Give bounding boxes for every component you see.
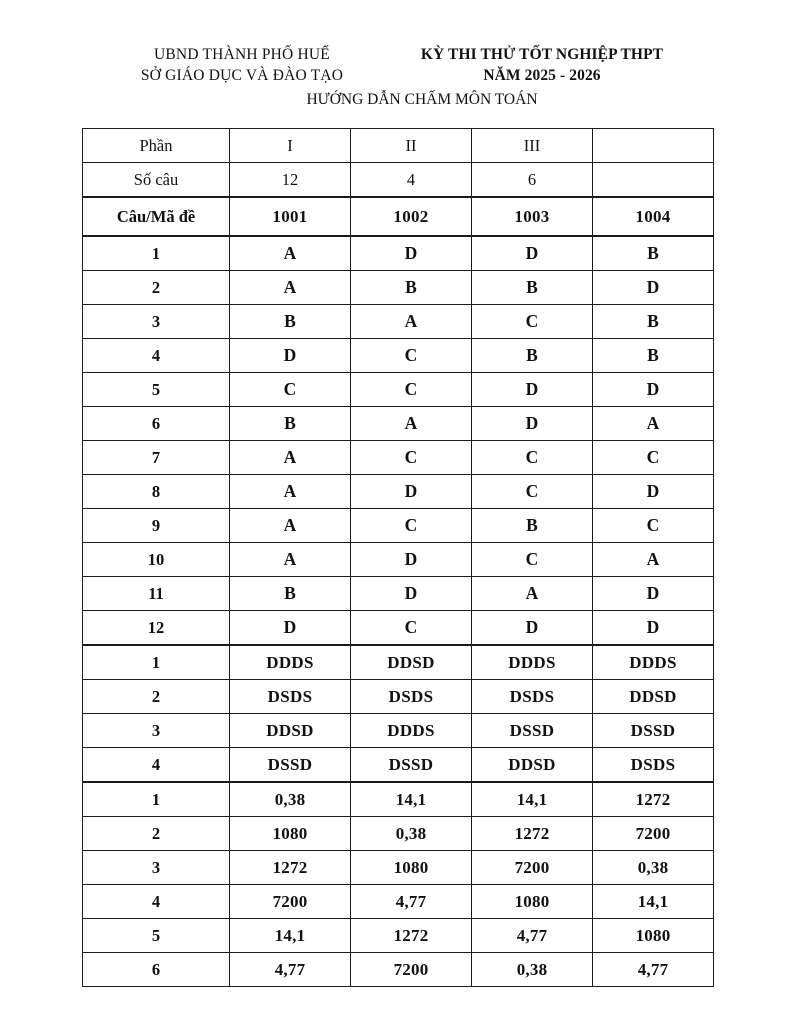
- answer-cell: [351, 680, 472, 714]
- answer-cell: [593, 953, 714, 987]
- answer-cell: [351, 271, 472, 305]
- question-number-label: 2: [151, 823, 161, 843]
- answer-value: DSDS: [267, 686, 313, 706]
- answer-value: 1272: [635, 789, 671, 809]
- exam-code-1004: [593, 197, 714, 236]
- answer-value: D: [646, 583, 660, 603]
- answer-value: D: [404, 583, 418, 603]
- answer-value: B: [284, 311, 296, 331]
- answer-cell: [230, 236, 351, 271]
- question-number-label: 7: [151, 447, 161, 467]
- answer-value: 7200: [635, 823, 671, 843]
- answer-value: B: [284, 413, 296, 433]
- answer-cell: [472, 885, 593, 919]
- part-label: Phần: [139, 135, 173, 155]
- answer-cell: [472, 475, 593, 509]
- answer-value: D: [404, 481, 418, 501]
- answer-cell: [351, 441, 472, 475]
- answer-cell: [230, 509, 351, 543]
- question-number-label: 4: [151, 754, 161, 774]
- answer-value: C: [525, 311, 539, 331]
- question-count-value-1: 12: [281, 169, 299, 189]
- table-row-question-count: [83, 163, 714, 198]
- answer-cell: [351, 851, 472, 885]
- answer-value: DDDS: [266, 652, 314, 672]
- answer-value: D: [646, 277, 660, 297]
- question-count-value-2: 4: [406, 169, 416, 189]
- answer-value: B: [647, 345, 659, 365]
- question-number-label: 5: [151, 379, 161, 399]
- answer-value: DSSD: [388, 754, 434, 774]
- answer-cell: [351, 953, 472, 987]
- answer-cell: [230, 577, 351, 611]
- answer-cell: [593, 748, 714, 783]
- question-number: [83, 441, 230, 475]
- answer-value: DDSD: [387, 652, 435, 672]
- question-count-1: [230, 163, 351, 198]
- answer-cell: [230, 782, 351, 817]
- answer-value: DDSD: [629, 686, 677, 706]
- table-row: [83, 851, 714, 885]
- exam-title-line-2: NĂM 2025 - 2026: [483, 67, 601, 84]
- answer-cell: [593, 782, 714, 817]
- question-number-label: 3: [151, 720, 161, 740]
- answer-value: DDDS: [387, 720, 435, 740]
- question-number: [83, 407, 230, 441]
- answer-value: C: [646, 447, 660, 467]
- answer-cell: [472, 953, 593, 987]
- answer-value: 14,1: [395, 789, 427, 809]
- answer-value: 7200: [272, 891, 308, 911]
- question-number: [83, 885, 230, 919]
- answer-value: C: [525, 481, 539, 501]
- answer-value: A: [646, 549, 660, 569]
- exam-title-block: [392, 44, 692, 86]
- answer-value: C: [283, 379, 297, 399]
- table-row: [83, 305, 714, 339]
- answer-cell: [593, 441, 714, 475]
- question-number: [83, 339, 230, 373]
- table-row: [83, 407, 714, 441]
- answer-value: B: [284, 583, 296, 603]
- answer-value: A: [283, 277, 297, 297]
- answer-value: A: [525, 583, 539, 603]
- answer-cell: [351, 305, 472, 339]
- row-header-question-count: [83, 163, 230, 198]
- answer-value: DSDS: [509, 686, 555, 706]
- answer-value: B: [526, 277, 538, 297]
- question-number: [83, 953, 230, 987]
- answer-cell: [472, 577, 593, 611]
- question-number-label: 4: [151, 891, 161, 911]
- answer-value: D: [525, 379, 539, 399]
- answer-cell: [593, 611, 714, 646]
- answer-cell: [593, 475, 714, 509]
- exam-code-value-3: 1003: [514, 206, 550, 226]
- answer-cell: [472, 509, 593, 543]
- answer-cell: [472, 611, 593, 646]
- question-number-label: 1: [151, 652, 161, 672]
- answer-cell: [351, 748, 472, 783]
- answer-cell: [593, 577, 714, 611]
- answer-value: D: [525, 243, 539, 263]
- answer-value: 4,77: [516, 925, 548, 945]
- document-subtitle: HƯỚNG DẪN CHẤM MÔN TOÁN: [306, 91, 538, 108]
- document-header: [0, 44, 792, 110]
- answer-cell: [472, 851, 593, 885]
- answer-value: 1080: [393, 857, 429, 877]
- question-number: [83, 919, 230, 953]
- answer-cell: [230, 953, 351, 987]
- answer-value: D: [283, 345, 297, 365]
- table-row: [83, 441, 714, 475]
- answer-cell: [230, 817, 351, 851]
- answer-cell: [351, 919, 472, 953]
- table-row: [83, 373, 714, 407]
- answer-value: A: [404, 413, 418, 433]
- table-row: [83, 339, 714, 373]
- answer-key-table-body: [83, 129, 714, 987]
- answer-value: C: [404, 617, 418, 637]
- answer-value: 1080: [272, 823, 308, 843]
- answer-cell: [593, 236, 714, 271]
- question-number-label: 8: [151, 481, 161, 501]
- answer-value: DSSD: [267, 754, 313, 774]
- issuing-authority-line-1: UBND THÀNH PHỐ HUẾ: [154, 46, 330, 63]
- part-roman-1: I: [287, 135, 293, 155]
- answer-cell: [230, 714, 351, 748]
- part-value-2: [351, 129, 472, 163]
- question-number-label: 3: [151, 311, 161, 331]
- exam-title-line-1: KỲ THI THỬ TỐT NGHIỆP THPT: [420, 46, 664, 63]
- answer-cell: [472, 236, 593, 271]
- answer-value: D: [525, 413, 539, 433]
- exam-code-label: Câu/Mã đề: [116, 206, 196, 226]
- answer-cell: [472, 748, 593, 783]
- answer-value: 14,1: [516, 789, 548, 809]
- answer-value: DSSD: [630, 720, 676, 740]
- table-row: [83, 475, 714, 509]
- question-number: [83, 817, 230, 851]
- answer-cell: [230, 748, 351, 783]
- header-top-row: [0, 44, 792, 86]
- answer-value: 0,38: [395, 823, 427, 843]
- part-roman-3: III: [523, 135, 541, 155]
- answer-cell: [230, 407, 351, 441]
- exam-code-1003: [472, 197, 593, 236]
- answer-value: 4,77: [637, 959, 669, 979]
- answer-cell: [472, 305, 593, 339]
- answer-value: D: [404, 549, 418, 569]
- answer-cell: [230, 645, 351, 680]
- question-count-3: [472, 163, 593, 198]
- question-number: [83, 543, 230, 577]
- answer-value: C: [404, 345, 418, 365]
- answer-cell: [593, 271, 714, 305]
- answer-value: B: [647, 311, 659, 331]
- answer-cell: [351, 509, 472, 543]
- answer-value: A: [283, 549, 297, 569]
- answer-cell: [593, 645, 714, 680]
- answer-cell: [230, 611, 351, 646]
- part-roman-2: II: [405, 135, 417, 155]
- question-count-value-3: 6: [527, 169, 537, 189]
- row-header-part: [83, 129, 230, 163]
- answer-value: C: [525, 447, 539, 467]
- answer-value: B: [647, 243, 659, 263]
- answer-value: DDDS: [508, 652, 556, 672]
- question-number: [83, 714, 230, 748]
- question-number: [83, 305, 230, 339]
- question-number: [83, 782, 230, 817]
- answer-cell: [593, 714, 714, 748]
- answer-value: A: [283, 481, 297, 501]
- table-row: [83, 645, 714, 680]
- answer-value: 14,1: [637, 891, 669, 911]
- question-number-label: 11: [148, 583, 164, 603]
- issuing-authority-block: [92, 44, 392, 86]
- answer-value: C: [525, 549, 539, 569]
- table-row: [83, 271, 714, 305]
- question-count-2: [351, 163, 472, 198]
- answer-cell: [230, 919, 351, 953]
- answer-cell: [351, 611, 472, 646]
- answer-cell: [472, 339, 593, 373]
- part-value-3: [472, 129, 593, 163]
- answer-cell: [351, 339, 472, 373]
- answer-cell: [351, 645, 472, 680]
- question-number: [83, 271, 230, 305]
- answer-cell: [593, 851, 714, 885]
- answer-value: 7200: [393, 959, 429, 979]
- answer-value: D: [283, 617, 297, 637]
- answer-cell: [230, 339, 351, 373]
- answer-value: D: [646, 481, 660, 501]
- answer-value: A: [283, 515, 297, 535]
- answer-value: 14,1: [274, 925, 306, 945]
- answer-cell: [351, 407, 472, 441]
- answer-value: DDSD: [508, 754, 556, 774]
- answer-cell: [230, 271, 351, 305]
- question-number: [83, 645, 230, 680]
- table-row: [83, 953, 714, 987]
- answer-cell: [593, 339, 714, 373]
- table-row: [83, 509, 714, 543]
- answer-cell: [593, 885, 714, 919]
- answer-cell: [472, 407, 593, 441]
- exam-code-value-4: 1004: [635, 206, 671, 226]
- question-number: [83, 475, 230, 509]
- answer-cell: [472, 817, 593, 851]
- answer-value: A: [646, 413, 660, 433]
- answer-value: B: [526, 515, 538, 535]
- answer-cell: [593, 407, 714, 441]
- question-count-empty: [593, 163, 714, 198]
- answer-value: D: [525, 617, 539, 637]
- answer-value: DSSD: [509, 720, 555, 740]
- table-row: [83, 817, 714, 851]
- answer-cell: [472, 919, 593, 953]
- answer-key-table: [82, 128, 714, 987]
- question-number: [83, 748, 230, 783]
- answer-cell: [230, 305, 351, 339]
- answer-value: D: [404, 243, 418, 263]
- answer-cell: [593, 817, 714, 851]
- answer-cell: [351, 475, 472, 509]
- question-number-label: 2: [151, 686, 161, 706]
- answer-value: 1272: [272, 857, 308, 877]
- answer-cell: [593, 509, 714, 543]
- answer-value: 4,77: [274, 959, 306, 979]
- answer-value: DSDS: [388, 686, 434, 706]
- answer-cell: [230, 441, 351, 475]
- table-row: [83, 919, 714, 953]
- answer-cell: [230, 373, 351, 407]
- answer-cell: [593, 305, 714, 339]
- answer-cell: [472, 714, 593, 748]
- answer-value: 0,38: [516, 959, 548, 979]
- table-row: [83, 236, 714, 271]
- issuing-authority-line-2: SỞ GIÁO DỤC VÀ ĐÀO TẠO: [140, 67, 344, 84]
- answer-cell: [472, 782, 593, 817]
- question-number-label: 3: [151, 857, 161, 877]
- question-number-label: 4: [151, 345, 161, 365]
- answer-value: C: [404, 379, 418, 399]
- question-number-label: 6: [151, 413, 161, 433]
- answer-cell: [351, 714, 472, 748]
- question-number: [83, 236, 230, 271]
- question-number: [83, 577, 230, 611]
- question-count-label: Số câu: [133, 169, 179, 189]
- table-row: [83, 680, 714, 714]
- answer-value: D: [646, 617, 660, 637]
- answer-cell: [230, 885, 351, 919]
- answer-value: 4,77: [395, 891, 427, 911]
- part-value-empty: [593, 129, 714, 163]
- answer-value: A: [404, 311, 418, 331]
- question-number: [83, 611, 230, 646]
- table-row: [83, 577, 714, 611]
- question-number-label: 1: [151, 789, 161, 809]
- question-number-label: 12: [147, 617, 165, 637]
- answer-value: C: [646, 515, 660, 535]
- question-number-label: 5: [151, 925, 161, 945]
- answer-cell: [593, 919, 714, 953]
- row-header-exam-code: [83, 197, 230, 236]
- table-row: [83, 748, 714, 783]
- table-row: [83, 714, 714, 748]
- answer-cell: [230, 475, 351, 509]
- answer-value: 1080: [514, 891, 550, 911]
- answer-cell: [472, 543, 593, 577]
- table-row-part: [83, 129, 714, 163]
- answer-value: 0,38: [274, 789, 306, 809]
- answer-cell: [351, 373, 472, 407]
- answer-cell: [472, 645, 593, 680]
- question-number-label: 10: [147, 549, 165, 569]
- table-row: [83, 782, 714, 817]
- question-number-label: 1: [151, 243, 161, 263]
- question-number-label: 2: [151, 277, 161, 297]
- answer-value: DDSD: [266, 720, 314, 740]
- answer-value: B: [526, 345, 538, 365]
- exam-code-value-1: 1001: [272, 206, 308, 226]
- answer-value: 7200: [514, 857, 550, 877]
- table-row: [83, 885, 714, 919]
- question-number: [83, 373, 230, 407]
- answer-value: C: [404, 447, 418, 467]
- answer-value: A: [283, 447, 297, 467]
- answer-cell: [593, 680, 714, 714]
- question-number: [83, 680, 230, 714]
- answer-cell: [351, 885, 472, 919]
- answer-cell: [230, 543, 351, 577]
- answer-cell: [230, 680, 351, 714]
- answer-cell: [351, 782, 472, 817]
- answer-value: A: [283, 243, 297, 263]
- answer-cell: [472, 271, 593, 305]
- answer-value: B: [405, 277, 417, 297]
- answer-cell: [593, 373, 714, 407]
- table-row: [83, 543, 714, 577]
- table-row: [83, 611, 714, 646]
- answer-cell: [472, 373, 593, 407]
- part-value-1: [230, 129, 351, 163]
- answer-value: DDDS: [629, 652, 677, 672]
- question-number-label: 6: [151, 959, 161, 979]
- answer-cell: [351, 543, 472, 577]
- answer-cell: [593, 543, 714, 577]
- answer-value: D: [646, 379, 660, 399]
- answer-value: DSDS: [630, 754, 676, 774]
- answer-value: 1272: [514, 823, 550, 843]
- table-row-exam-code-header: [83, 197, 714, 236]
- answer-value: C: [404, 515, 418, 535]
- exam-code-value-2: 1002: [393, 206, 429, 226]
- answer-key-table-container: [82, 128, 714, 987]
- answer-value: 0,38: [637, 857, 669, 877]
- answer-cell: [351, 577, 472, 611]
- answer-value: 1272: [393, 925, 429, 945]
- answer-cell: [230, 851, 351, 885]
- answer-value: 1080: [635, 925, 671, 945]
- exam-code-1001: [230, 197, 351, 236]
- answer-cell: [472, 441, 593, 475]
- question-number: [83, 509, 230, 543]
- answer-cell: [351, 817, 472, 851]
- question-number-label: 9: [151, 515, 161, 535]
- answer-cell: [472, 680, 593, 714]
- answer-cell: [351, 236, 472, 271]
- question-number: [83, 851, 230, 885]
- exam-code-1002: [351, 197, 472, 236]
